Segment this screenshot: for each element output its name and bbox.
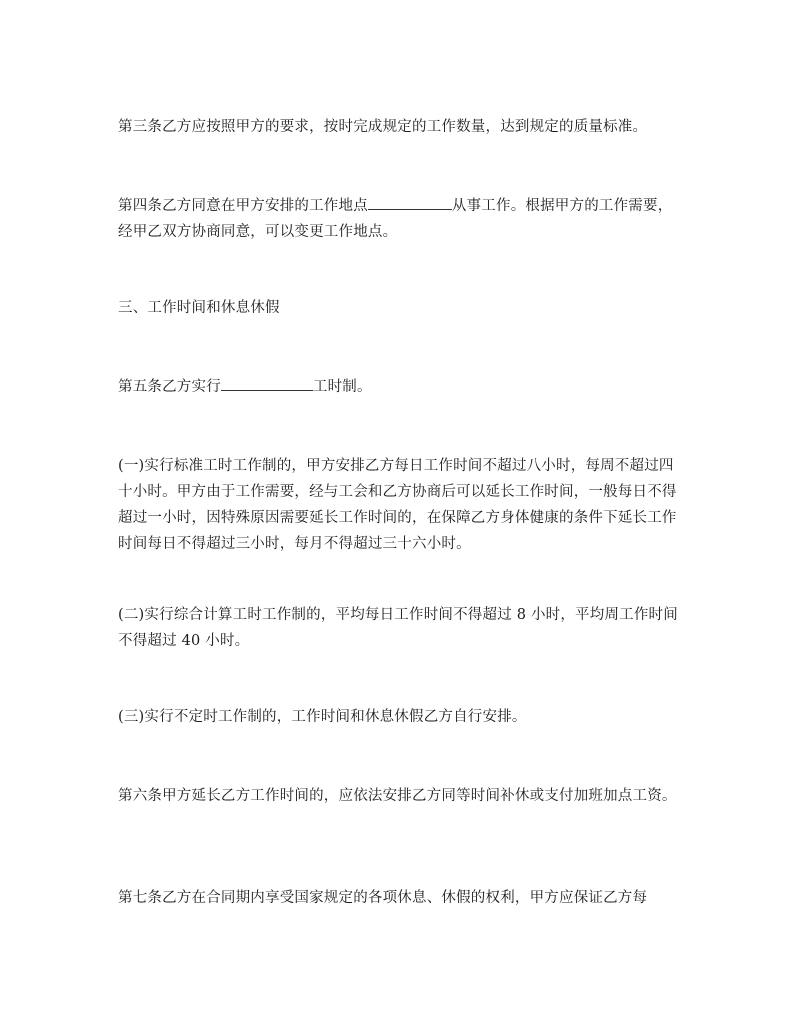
article-4-paragraph: [118, 193, 684, 245]
section-3-heading: 三、工作时间和休息休假: [118, 300, 280, 316]
article-7-paragraph: 第七条乙方在合同期内享受国家规定的各项休息、休假的权利，甲方应保证乙方每: [118, 890, 648, 906]
article-5-paragraph: [118, 374, 684, 400]
work-hours-system-blank: [221, 374, 313, 391]
work-location-blank: [368, 193, 452, 210]
item-1-paragraph: (一)实行标准工时工作制的，甲方安排乙方每日工作时间不超过八小时，每周不超过四十小时。甲方由于工作需要，经与工会和乙方协商后可以延长工作时间，一般每日不得超过一小时，因特殊原因需要延长工作时间的，在保障乙方身体健康的条件下延长工作时间每日不得超过三小时，每月不得超过三十六小时。: [118, 458, 677, 552]
article-4-text-start: 第四条乙方同意在甲方安排的工作地点: [118, 198, 368, 214]
item-2-paragraph: (二)实行综合计算工时工作制的，平均每日工作时间不得超过 8 小时，平均周工作时间不得超过 40 小时。: [118, 607, 678, 649]
article-5-text-start: 第五条乙方实行: [118, 379, 221, 395]
article-6-paragraph: 第六条甲方延长乙方工作时间的，应依法安排乙方同等时间补休或支付加班加点工资。: [118, 788, 677, 804]
article-4-text-end: 从事工作。根据甲方的工作需要，经甲乙双方协商同意，可以变更工作地点。: [118, 198, 673, 240]
item-3-paragraph: (三)实行不定时工作制的，工作时间和休息休假乙方自行安排。: [118, 709, 527, 725]
article-3-paragraph: 第三条乙方应按照甲方的要求，按时完成规定的工作数量，达到规定的质量标准。: [118, 119, 648, 135]
article-5-text-end: 工时制。: [312, 379, 372, 395]
